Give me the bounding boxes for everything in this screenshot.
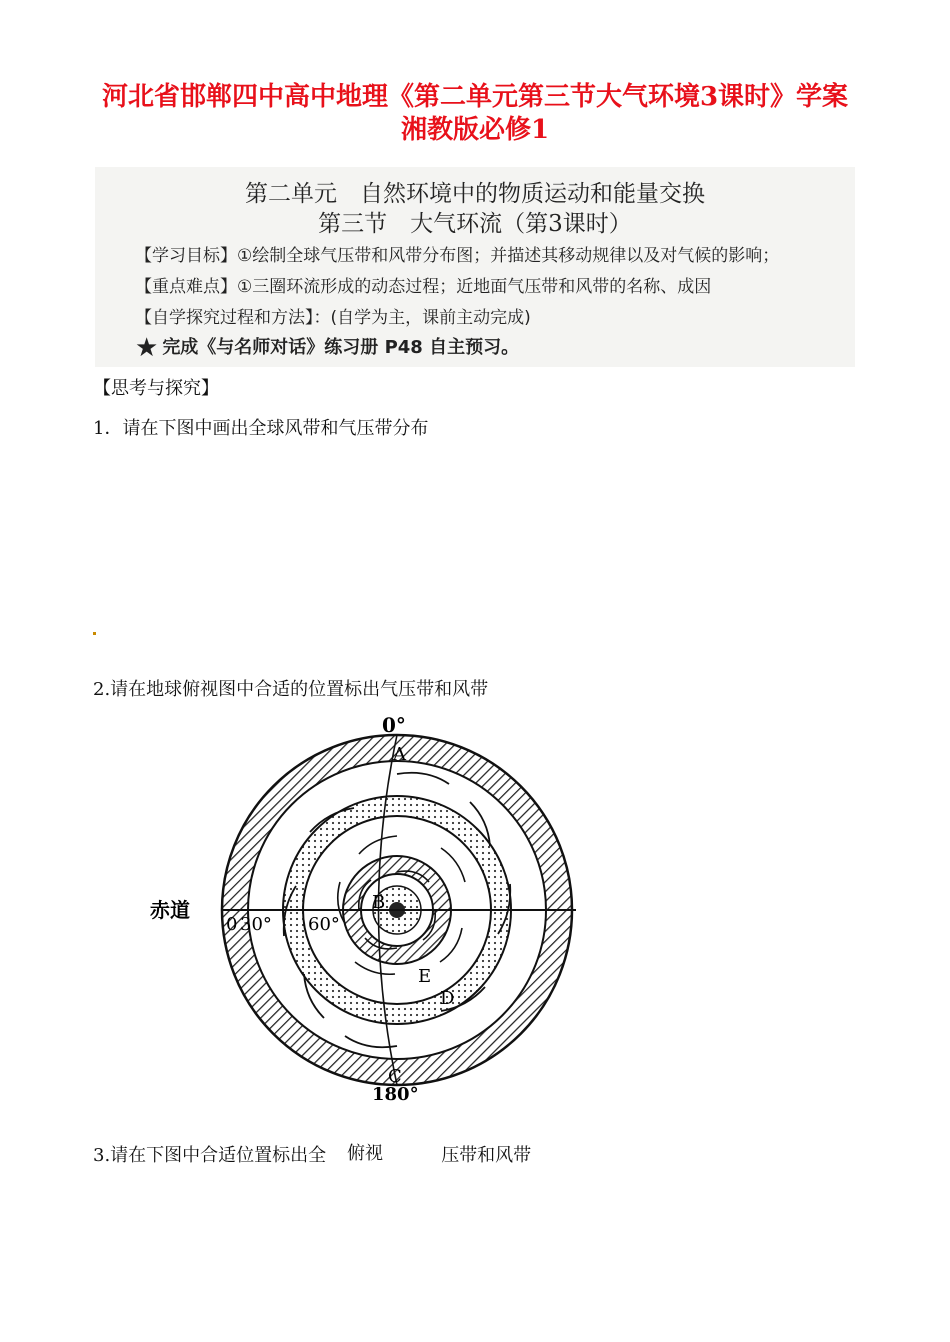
preview-task bbox=[135, 333, 519, 363]
preview-task-text: 完成《与名师对话》练习册 P48 自主预习。 bbox=[162, 337, 520, 358]
point-e-label: E bbox=[418, 966, 432, 987]
lat-label-30: 30° bbox=[240, 914, 272, 935]
study-method: 【自学探究过程和方法】：(自学为主，课前主动完成) bbox=[135, 308, 531, 328]
point-d-label: D bbox=[440, 988, 455, 1009]
equator-label: 赤道 bbox=[150, 898, 190, 922]
learning-objective: 【学习目标】①绘制全球气压带和风带分布图；并描述其移动规律以及对气候的影响； bbox=[135, 246, 780, 266]
stray-mark bbox=[93, 632, 96, 635]
label-180-deg: 180° bbox=[372, 1084, 419, 1102]
point-a-label: A bbox=[393, 744, 406, 765]
question-3-start: 3.请在下图中合适位置标出全 bbox=[93, 1145, 327, 1166]
polar-view-diagram bbox=[150, 712, 590, 1102]
point-c-label: C bbox=[388, 1066, 402, 1087]
lat-label-60: 60° bbox=[308, 914, 340, 935]
point-b-label: B bbox=[372, 892, 386, 913]
document-title-line1: 河北省邯郸四中高中地理《第二单元第三节大气环境3课时》学案 bbox=[101, 82, 849, 112]
key-difficulty: 【重点难点】①三圈环流形成的动态过程；近地面气压带和风带的名称、成因 bbox=[135, 277, 712, 297]
lat-label-0: 0 bbox=[226, 914, 238, 935]
question-3-end: 压带和风带 bbox=[441, 1145, 532, 1166]
lesson-banner bbox=[95, 167, 855, 367]
question-1: 1．请在下图中画出全球风带和气压带分布 bbox=[93, 418, 429, 439]
think-explore-heading: 【思考与探究】 bbox=[93, 378, 219, 399]
question-2: 2.请在地球俯视图中合适的位置标出气压带和风带 bbox=[93, 679, 489, 700]
star-icon: ★ bbox=[135, 333, 159, 363]
label-0-deg: 0° bbox=[382, 713, 406, 737]
question-3 bbox=[93, 1141, 531, 1167]
document-title-line2: 湘教版必修1 bbox=[400, 115, 550, 145]
overlay-label: 俯视 bbox=[345, 1139, 385, 1165]
section-heading: 第三节 大气环流（第3课时） bbox=[318, 211, 632, 237]
unit-heading: 第二单元 自然环境中的物质运动和能量交换 bbox=[245, 181, 705, 207]
